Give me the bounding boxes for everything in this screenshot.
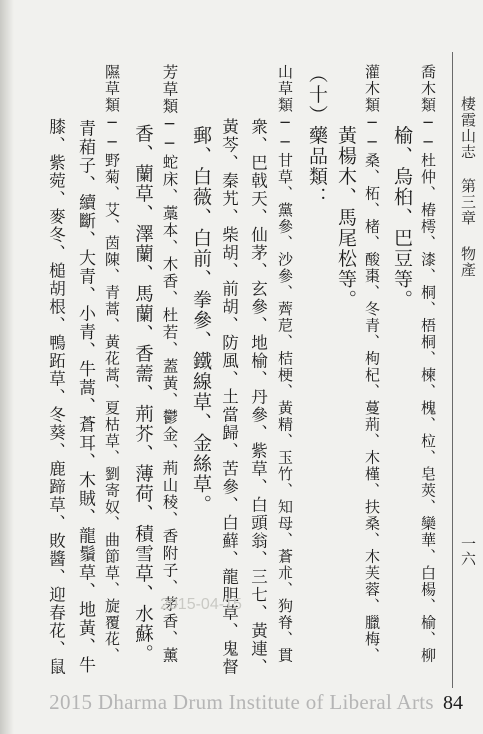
text-column: 榆、烏桕、巴豆等。 [391,64,413,310]
chapter-label: 第三章 [459,178,477,226]
watermark: 2015 Dharma Drum Institute of Liberal Arts [49,690,434,714]
text-column: 山草類──甘草、黨參、沙參、薺苨、桔梗、黃精、玉竹、知母、蒼朮、狗脊、貫 [276,64,294,664]
text-column: 芳草類──蛇床、藁本、木香、杜若、蓋黃、鬱金、荊山稜、香附子、茅香、薰 [160,64,179,664]
text-column: 灌木類──桑、柘、楮、酸棗、冬青、枸杞、蔓荊、木槿、扶桑、木芙蓉、臘梅、 [363,64,381,664]
header-rule [452,52,453,688]
date-stamp: 2015-04-15 [160,596,242,613]
scan-shadow [0,0,14,734]
text-column: 香、蘭草、澤蘭、馬蘭、香薷、荊芥、薄荷、積雪草、水蘇。 [132,64,154,664]
text-column: 黃楊木、馬尾松等。 [335,64,357,310]
text-column: 膝、紫菀、麥冬、槌胡根、鴨跖草、冬葵、鹿蹄草、敗醬、迎春花、鼠 [46,64,66,676]
page-number-cjk: 一六 [459,536,477,566]
section-label: 物產 [459,246,477,278]
book-title: 棲霞山志 [459,96,477,160]
section-heading: （十）藥品類： [306,64,328,208]
text-column: 郵、白薇、白前、拳參、鐵線草、金絲草。 [190,64,212,515]
text-column: 衆、巴戟天、仙茅、玄參、地榆、丹參、紫草、白頭翁、三七、黃連、 [248,64,268,676]
page-number: 84 [443,692,463,714]
text-column: 黃芩、秦艽、柴胡、前胡、防風、土當歸、苦參、白蘚、龍胆草、鬼督 [219,64,239,676]
text-column: 喬木類──杜仲、椿樗、漆、桐、梧桐、楝、槐、柆、皂莢、欒華、白楊、榆、柳 [419,64,437,664]
text-column: 青葙子、續斷、大青、小青、牛蒿、蒼耳、木賊、龍鬚草、地黃、牛 [75,64,95,675]
text-column: 隰草類──野菊、艾、茵陳、青蒿、黃花蒿、夏枯草、劉寄奴、曲節草、旋覆花、 [103,64,121,664]
